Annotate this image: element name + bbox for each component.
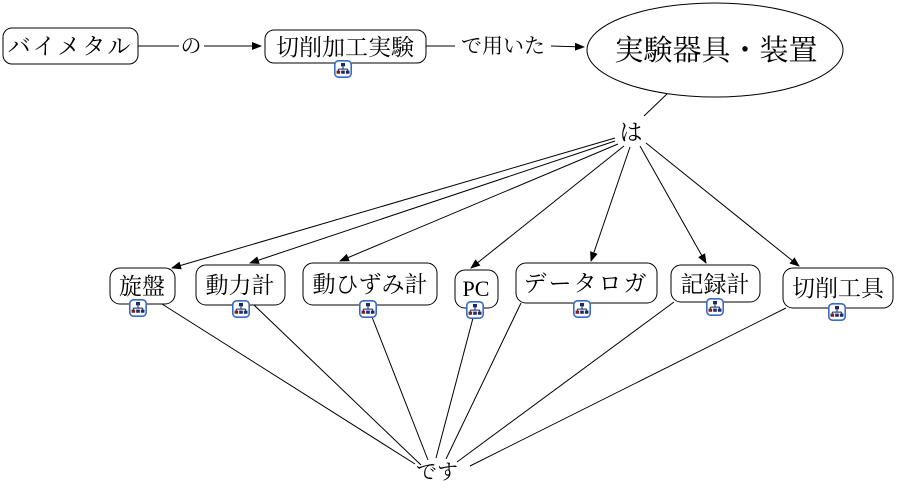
resource-icon-dynamometer[interactable] bbox=[233, 301, 249, 317]
concept-label-strain-meter: 動ひずみ計 bbox=[312, 272, 428, 297]
concept-label-dynamometer: 動力計 bbox=[205, 273, 275, 298]
edge-equipment-to-wa bbox=[644, 93, 668, 116]
edge-wa-to-pc bbox=[471, 146, 624, 268]
concept-data-logger[interactable] bbox=[516, 263, 657, 303]
concept-label-data-logger: データロガ bbox=[523, 271, 649, 296]
concept-label-recorder: 記録計 bbox=[680, 272, 750, 297]
concept-strain-meter[interactable] bbox=[303, 263, 437, 305]
edge-wa-to-cutting-tool bbox=[646, 143, 799, 266]
concept-cutting-experiment[interactable] bbox=[265, 30, 426, 63]
edge-wa-to-recorder bbox=[640, 146, 706, 263]
edge-strain-meter-to-desu bbox=[372, 317, 428, 460]
edge-wa-to-data-logger bbox=[591, 147, 630, 261]
edge-demochiita-to-equipment bbox=[551, 46, 584, 47]
resource-icon-strain-meter[interactable] bbox=[360, 301, 376, 317]
concept-bimetal[interactable] bbox=[3, 28, 138, 64]
resource-icon-cutting-experiment[interactable] bbox=[335, 61, 351, 77]
edge-data-logger-to-desu bbox=[446, 303, 521, 459]
resource-icon-pc[interactable] bbox=[467, 302, 483, 318]
concept-label-cutting-experiment: 切削加工実験 bbox=[276, 35, 414, 60]
linking-phrase-desu[interactable]: です bbox=[416, 460, 458, 484]
concept-label-lathe: 旋盤 bbox=[119, 274, 165, 299]
linking-phrase-wa[interactable]: は bbox=[619, 120, 643, 145]
edge-wa-to-lathe bbox=[172, 138, 615, 268]
resource-icon-recorder[interactable] bbox=[707, 299, 723, 315]
concept-dynamometer[interactable] bbox=[196, 265, 285, 305]
edge-cutting-tool-to-desu bbox=[470, 308, 786, 466]
edge-wa-to-strain-meter bbox=[340, 144, 618, 261]
edge-wa-to-dynamometer bbox=[250, 141, 615, 263]
concept-equipment[interactable] bbox=[587, 3, 843, 97]
resource-icon-lathe[interactable] bbox=[130, 300, 146, 316]
edges bbox=[138, 46, 799, 466]
concept-label-pc: PC bbox=[462, 276, 490, 301]
resource-icon-data-logger[interactable] bbox=[574, 301, 590, 317]
edge-lathe-to-desu bbox=[162, 304, 415, 464]
concept-label-equipment: 実験器具・装置 bbox=[614, 35, 818, 67]
edge-dynamometer-to-desu bbox=[254, 305, 421, 465]
concept-lathe[interactable] bbox=[110, 268, 175, 304]
concept-recorder[interactable] bbox=[671, 265, 760, 302]
resource-icon-cutting-tool[interactable] bbox=[829, 304, 845, 320]
edge-recorder-to-desu bbox=[457, 302, 674, 462]
linking-phrase-de-mochiita[interactable]: で用いた bbox=[461, 34, 545, 58]
concept-label-cutting-tool: 切削工具 bbox=[792, 276, 884, 301]
edge-pc-to-desu bbox=[436, 318, 473, 458]
concept-cutting-tool[interactable] bbox=[783, 268, 893, 308]
linking-phrase-no[interactable]: の bbox=[180, 34, 202, 58]
concept-label-bimetal: バイメタル bbox=[7, 34, 133, 59]
